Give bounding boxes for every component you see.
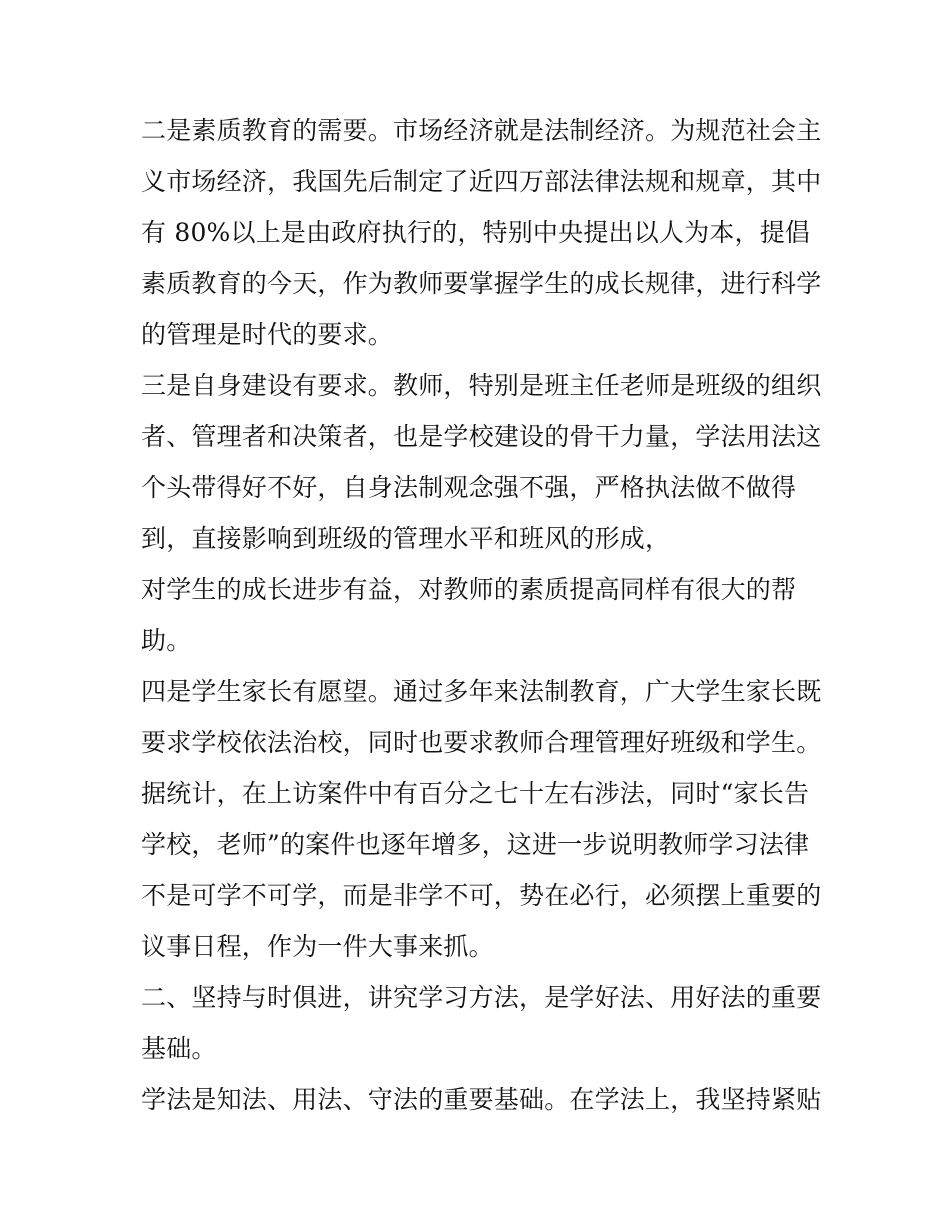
document-body	[141, 105, 821, 1125]
text-line: 者、管理者和决策者，也是学校建设的骨干力量，学法用法这	[141, 422, 822, 451]
text-line: 的管理是时代的要求。	[141, 320, 394, 349]
text-line: 素质教育的今天，作为教师要掌握学生的成长规律，进行科学	[141, 269, 822, 298]
text-line: 四是学生家长有愿望。通过多年来法制教育，广大学生家长既	[141, 677, 822, 706]
text-line: 基础。	[141, 1034, 217, 1063]
text-line: 据统计，在上访案件中有百分之七十左右涉法，同时“家长告	[141, 779, 810, 808]
text-line: 二、坚持与时俱进，讲究学习方法，是学好法、用好法的重要	[141, 983, 822, 1012]
text-line: 义市场经济，我国先后制定了近四万部法律法规和规章，其中	[141, 167, 822, 196]
text-line: 助。	[141, 626, 192, 655]
text-line: 三是自身建设有要求。教师，特别是班主任老师是班级的组织	[141, 371, 822, 400]
text-line: 不是可学不可学，而是非学不可，势在必行，必须摆上重要的	[141, 881, 822, 910]
text-line: 对学生的成长进步有益，对教师的素质提高同样有很大的帮	[141, 575, 797, 604]
text-line: 要求学校依法治校，同时也要求教师合理管理好班级和学生。	[141, 728, 822, 757]
text-line: 学法是知法、用法、守法的重要基础。在学法上，我坚持紧贴	[141, 1085, 822, 1114]
text-line: 二是素质教育的需要。市场经济就是法制经济。为规范社会主	[141, 116, 822, 145]
text-line: 有 80%以上是由政府执行的，特别中央提出以人为本，提倡	[141, 218, 811, 247]
text-line: 学校，老师”的案件也逐年增多，这进一步说明教师学习法律	[141, 830, 810, 859]
text-line: 议事日程，作为一件大事来抓。	[141, 932, 494, 961]
text-line: 到，直接影响到班级的管理水平和班风的形成，	[141, 524, 671, 553]
text-line: 个头带得好不好，自身法制观念强不强，严格执法做不做得	[141, 473, 797, 502]
